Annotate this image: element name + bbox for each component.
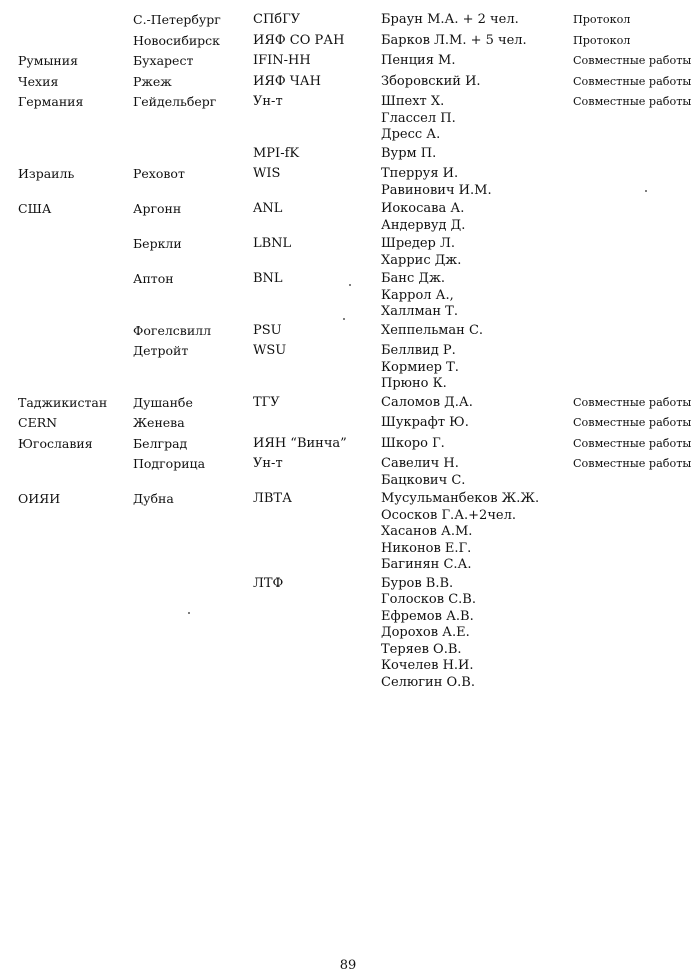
page-number: 89 [339, 958, 357, 973]
participant-name: Шпехт Х. [381, 94, 445, 109]
participant-name: Селюгин О.В. [381, 674, 475, 690]
participant-name: Голосков С.В. [381, 592, 476, 607]
participant-name: Кормиер Т. [381, 359, 459, 375]
institute-cell: ТГУ [253, 394, 280, 410]
city-cell: Аргонн [133, 201, 182, 216]
city-cell: Бухарест [133, 53, 194, 68]
table-row [0, 456, 696, 491]
participant-name: Андервуд Д. [381, 217, 466, 233]
table-row [0, 146, 696, 167]
table-row [0, 343, 696, 395]
participant-name: Никонов Е.Г. [381, 540, 472, 556]
participant-name: Теряев О.В. [381, 641, 462, 657]
status-cell: Совместные работы [573, 54, 692, 67]
city-cell: Аптон [133, 271, 174, 286]
participant-name: Саломов Д.А. [381, 394, 473, 410]
participant-name: Буров В.В. [381, 575, 454, 591]
participant-name: Каррол А., [381, 287, 454, 303]
scan-speck [343, 318, 345, 320]
status-cell: Совместные работы [573, 395, 692, 409]
participant-name: Мусульманбеков Ж.Ж. [381, 491, 540, 506]
participants-cell [381, 436, 445, 453]
institute-cell: BNL [253, 271, 283, 286]
collaboration-table [0, 12, 696, 691]
participant-name: Ососков Г.А.+2чел. [381, 507, 517, 523]
institute-cell: Ун-т [253, 456, 283, 471]
country-cell: США [18, 201, 52, 216]
city-cell: Подгорица [133, 456, 206, 471]
participants-cell [381, 395, 473, 412]
table-row [0, 166, 696, 201]
institute-cell: PSU [253, 322, 282, 338]
institute-cell: ИЯФ СО РАН [253, 32, 345, 48]
city-cell: Дубна [133, 491, 174, 506]
scan-speck [188, 612, 190, 614]
participants-cell [381, 271, 458, 321]
participant-name: Дорохов А.Е. [381, 625, 470, 640]
status-cell: Совместные работы [573, 457, 692, 470]
table-row [0, 271, 696, 323]
participant-name: Савелич Н. [381, 456, 459, 471]
participant-name: Багинян С.А. [381, 557, 472, 572]
institute-cell: WSU [253, 343, 287, 358]
participant-name: Хасанов А.М. [381, 524, 473, 539]
participant-name: Харрис Дж. [381, 252, 462, 268]
participant-name: Иокосава А. [381, 201, 465, 216]
institute-cell: ANL [253, 201, 283, 216]
participant-name: Шкоро Г. [381, 435, 445, 451]
participant-name: Хеппельман С. [381, 322, 484, 338]
status-cell: Совместные работы [573, 416, 692, 429]
table-row [0, 576, 696, 692]
table-row [0, 491, 696, 576]
table-row [0, 323, 696, 344]
participants-cell [381, 343, 459, 393]
participants-cell [381, 236, 461, 269]
country-cell: Чехия [18, 73, 59, 89]
participants-cell [381, 74, 481, 91]
city-cell: С.-Петербург [133, 12, 221, 27]
table-row [0, 74, 696, 95]
table-row [0, 415, 696, 436]
participant-name: Кочелев Н.И. [381, 658, 474, 673]
participants-cell [381, 576, 476, 692]
city-cell: Гейдельберг [133, 94, 217, 109]
status-cell: Совместные работы [573, 436, 692, 450]
table-row [0, 12, 696, 33]
participant-name: Барков Л.М. + 5 чел. [381, 32, 527, 48]
country-cell: Таджикистан [18, 394, 108, 410]
participants-cell [381, 456, 465, 489]
table-row [0, 236, 696, 271]
participant-name: Зборовский И. [381, 73, 481, 89]
city-cell: Новосибирск [133, 32, 220, 48]
city-cell: Душанбе [133, 394, 193, 410]
participants-cell [381, 201, 465, 234]
table-row [0, 94, 696, 146]
participants-cell [381, 53, 456, 70]
participants-cell [381, 94, 456, 144]
status-cell: Протокол [573, 13, 631, 26]
city-cell: Фогелсвилл [133, 322, 212, 338]
scan-speck [645, 190, 647, 192]
participants-cell [381, 12, 519, 29]
institute-cell: Ун-т [253, 94, 283, 109]
institute-cell: СПбГУ [253, 12, 301, 27]
institute-cell: ЛВТА [253, 491, 292, 506]
participants-cell [381, 33, 527, 50]
scan-speck [349, 284, 351, 286]
country-cell: Германия [18, 94, 84, 109]
participant-name: Тперруя И. [381, 166, 459, 181]
country-cell: Израиль [18, 166, 75, 181]
participant-name: Халлман Т. [381, 304, 458, 319]
institute-cell: IFIN-HH [253, 53, 311, 68]
status-cell: Совместные работы [573, 95, 692, 108]
participant-name: Шредер Л. [381, 236, 455, 251]
participant-name: Беллвид Р. [381, 343, 456, 358]
participants-cell [381, 491, 539, 574]
participant-name: Бацкович С. [381, 472, 466, 488]
participant-name: Ефремов А.В. [381, 608, 474, 624]
institute-cell: ЛТФ [253, 575, 284, 591]
city-cell: Ржеж [133, 73, 172, 89]
institute-cell: WIS [253, 166, 281, 181]
status-cell: Протокол [573, 33, 631, 47]
participants-cell [381, 415, 469, 432]
institute-cell: ИЯФ ЧАН [253, 73, 321, 89]
participant-name: Вурм П. [381, 145, 437, 161]
city-cell: Женева [133, 415, 185, 430]
table-row [0, 33, 696, 54]
participant-name: Глассел П. [381, 110, 456, 126]
participant-name: Прюно К. [381, 376, 447, 391]
participant-name: Банс Дж. [381, 271, 446, 286]
participant-name: Равинович И.М. [381, 182, 492, 198]
city-cell: Детройт [133, 343, 189, 358]
country-cell: ОИЯИ [18, 491, 61, 506]
participants-cell [381, 146, 436, 163]
table-row [0, 395, 696, 416]
table-row [0, 436, 696, 457]
country-cell: CERN [18, 415, 58, 430]
city-cell: Беркли [133, 236, 182, 251]
participants-cell [381, 323, 483, 340]
participant-name: Браун М.А. + 2 чел. [381, 12, 519, 27]
city-cell: Реховот [133, 166, 185, 181]
participants-cell [381, 166, 492, 199]
participant-name: Пенция М. [381, 53, 456, 68]
participant-name: Дресс А. [381, 127, 441, 142]
institute-cell: LBNL [253, 236, 292, 251]
institute-cell: ИЯН “Винча” [253, 435, 347, 451]
table-row [0, 201, 696, 236]
institute-cell: MPI-fK [253, 145, 300, 161]
country-cell: Румыния [18, 53, 78, 68]
country-cell: Югославия [18, 435, 93, 451]
status-cell: Совместные работы [573, 74, 692, 88]
table-row [0, 53, 696, 74]
participant-name: Шукрафт Ю. [381, 415, 469, 430]
city-cell: Белград [133, 435, 188, 451]
